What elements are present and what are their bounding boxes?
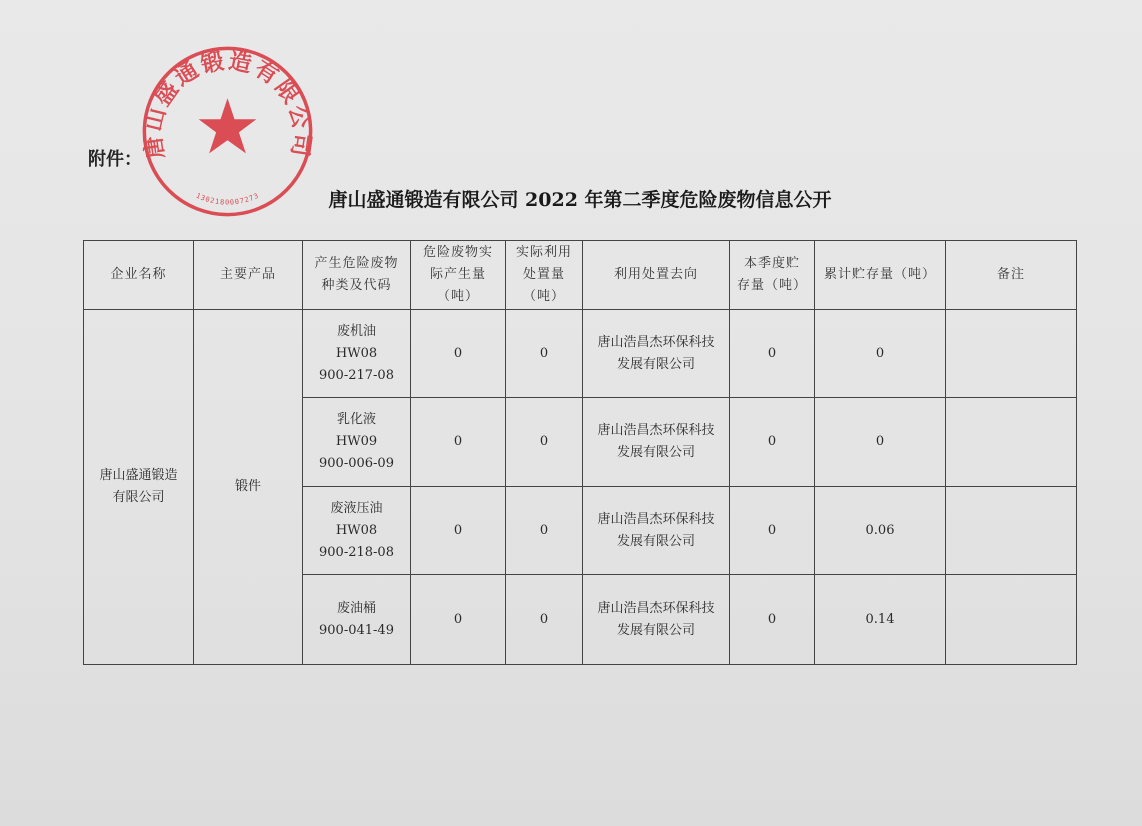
generated-cell: 0 xyxy=(411,310,506,398)
seal-text: 唐山盛通锻造有限公司 xyxy=(140,47,315,161)
company-name-cell: 唐山盛通锻造 有限公司 xyxy=(84,310,194,665)
destination-cell: 唐山浩昌杰环保科技 发展有限公司 xyxy=(583,487,730,575)
generated-cell: 0 xyxy=(411,398,506,487)
header-remarks: 备注 xyxy=(946,241,1077,310)
attachment-label: 附件： xyxy=(88,149,142,170)
header-product: 主要产品 xyxy=(194,241,303,310)
header-company: 企业名称 xyxy=(84,241,194,310)
remarks-cell xyxy=(946,575,1077,665)
table-row xyxy=(84,310,1077,398)
cumulative-storage-cell: 0.14 xyxy=(815,575,946,665)
quarter-storage-cell: 0 xyxy=(730,575,815,665)
remarks-cell xyxy=(946,310,1077,398)
star-icon xyxy=(199,98,257,153)
header-generated: 危险废物实 际产生量 （吨） xyxy=(411,241,506,310)
disposed-cell: 0 xyxy=(506,575,583,665)
header-cumulative-storage: 累计贮存量（吨） xyxy=(815,241,946,310)
remarks-cell xyxy=(946,398,1077,487)
quarter-storage-cell: 0 xyxy=(730,487,815,575)
disposed-cell: 0 xyxy=(506,398,583,487)
destination-cell: 唐山浩昌杰环保科技 发展有限公司 xyxy=(583,575,730,665)
destination-cell: 唐山浩昌杰环保科技 发展有限公司 xyxy=(583,310,730,398)
header-waste-type: 产生危险废物 种类及代码 xyxy=(303,241,411,310)
quarter-storage-cell: 0 xyxy=(730,398,815,487)
quarter-storage-cell: 0 xyxy=(730,310,815,398)
waste-type-cell: 废液压油 HW08 900-218-08 xyxy=(303,487,411,575)
waste-type-cell: 乳化液 HW09 900-006-09 xyxy=(303,398,411,487)
cumulative-storage-cell: 0 xyxy=(815,398,946,487)
header-destination: 利用处置去向 xyxy=(583,241,730,310)
cumulative-storage-cell: 0 xyxy=(815,310,946,398)
header-disposed: 实际利用 处置量 （吨） xyxy=(506,241,583,310)
generated-cell: 0 xyxy=(411,487,506,575)
remarks-cell xyxy=(946,487,1077,575)
waste-type-cell: 废机油 HW08 900-217-08 xyxy=(303,310,411,398)
waste-type-cell: 废油桶 900-041-49 xyxy=(303,575,411,665)
product-cell: 锻件 xyxy=(194,310,303,665)
page-title: 唐山盛通锻造有限公司 2022 年第二季度危险废物信息公开 xyxy=(328,189,832,211)
disposed-cell: 0 xyxy=(506,487,583,575)
disposed-cell: 0 xyxy=(506,310,583,398)
header-quarter-storage: 本季度贮 存量（吨） xyxy=(730,241,815,310)
seal-number: 1302180007273 xyxy=(194,191,261,207)
hazardous-waste-table xyxy=(83,240,1077,665)
cumulative-storage-cell: 0.06 xyxy=(815,487,946,575)
table-header-row xyxy=(84,241,1077,310)
generated-cell: 0 xyxy=(411,575,506,665)
destination-cell: 唐山浩昌杰环保科技 发展有限公司 xyxy=(583,398,730,487)
